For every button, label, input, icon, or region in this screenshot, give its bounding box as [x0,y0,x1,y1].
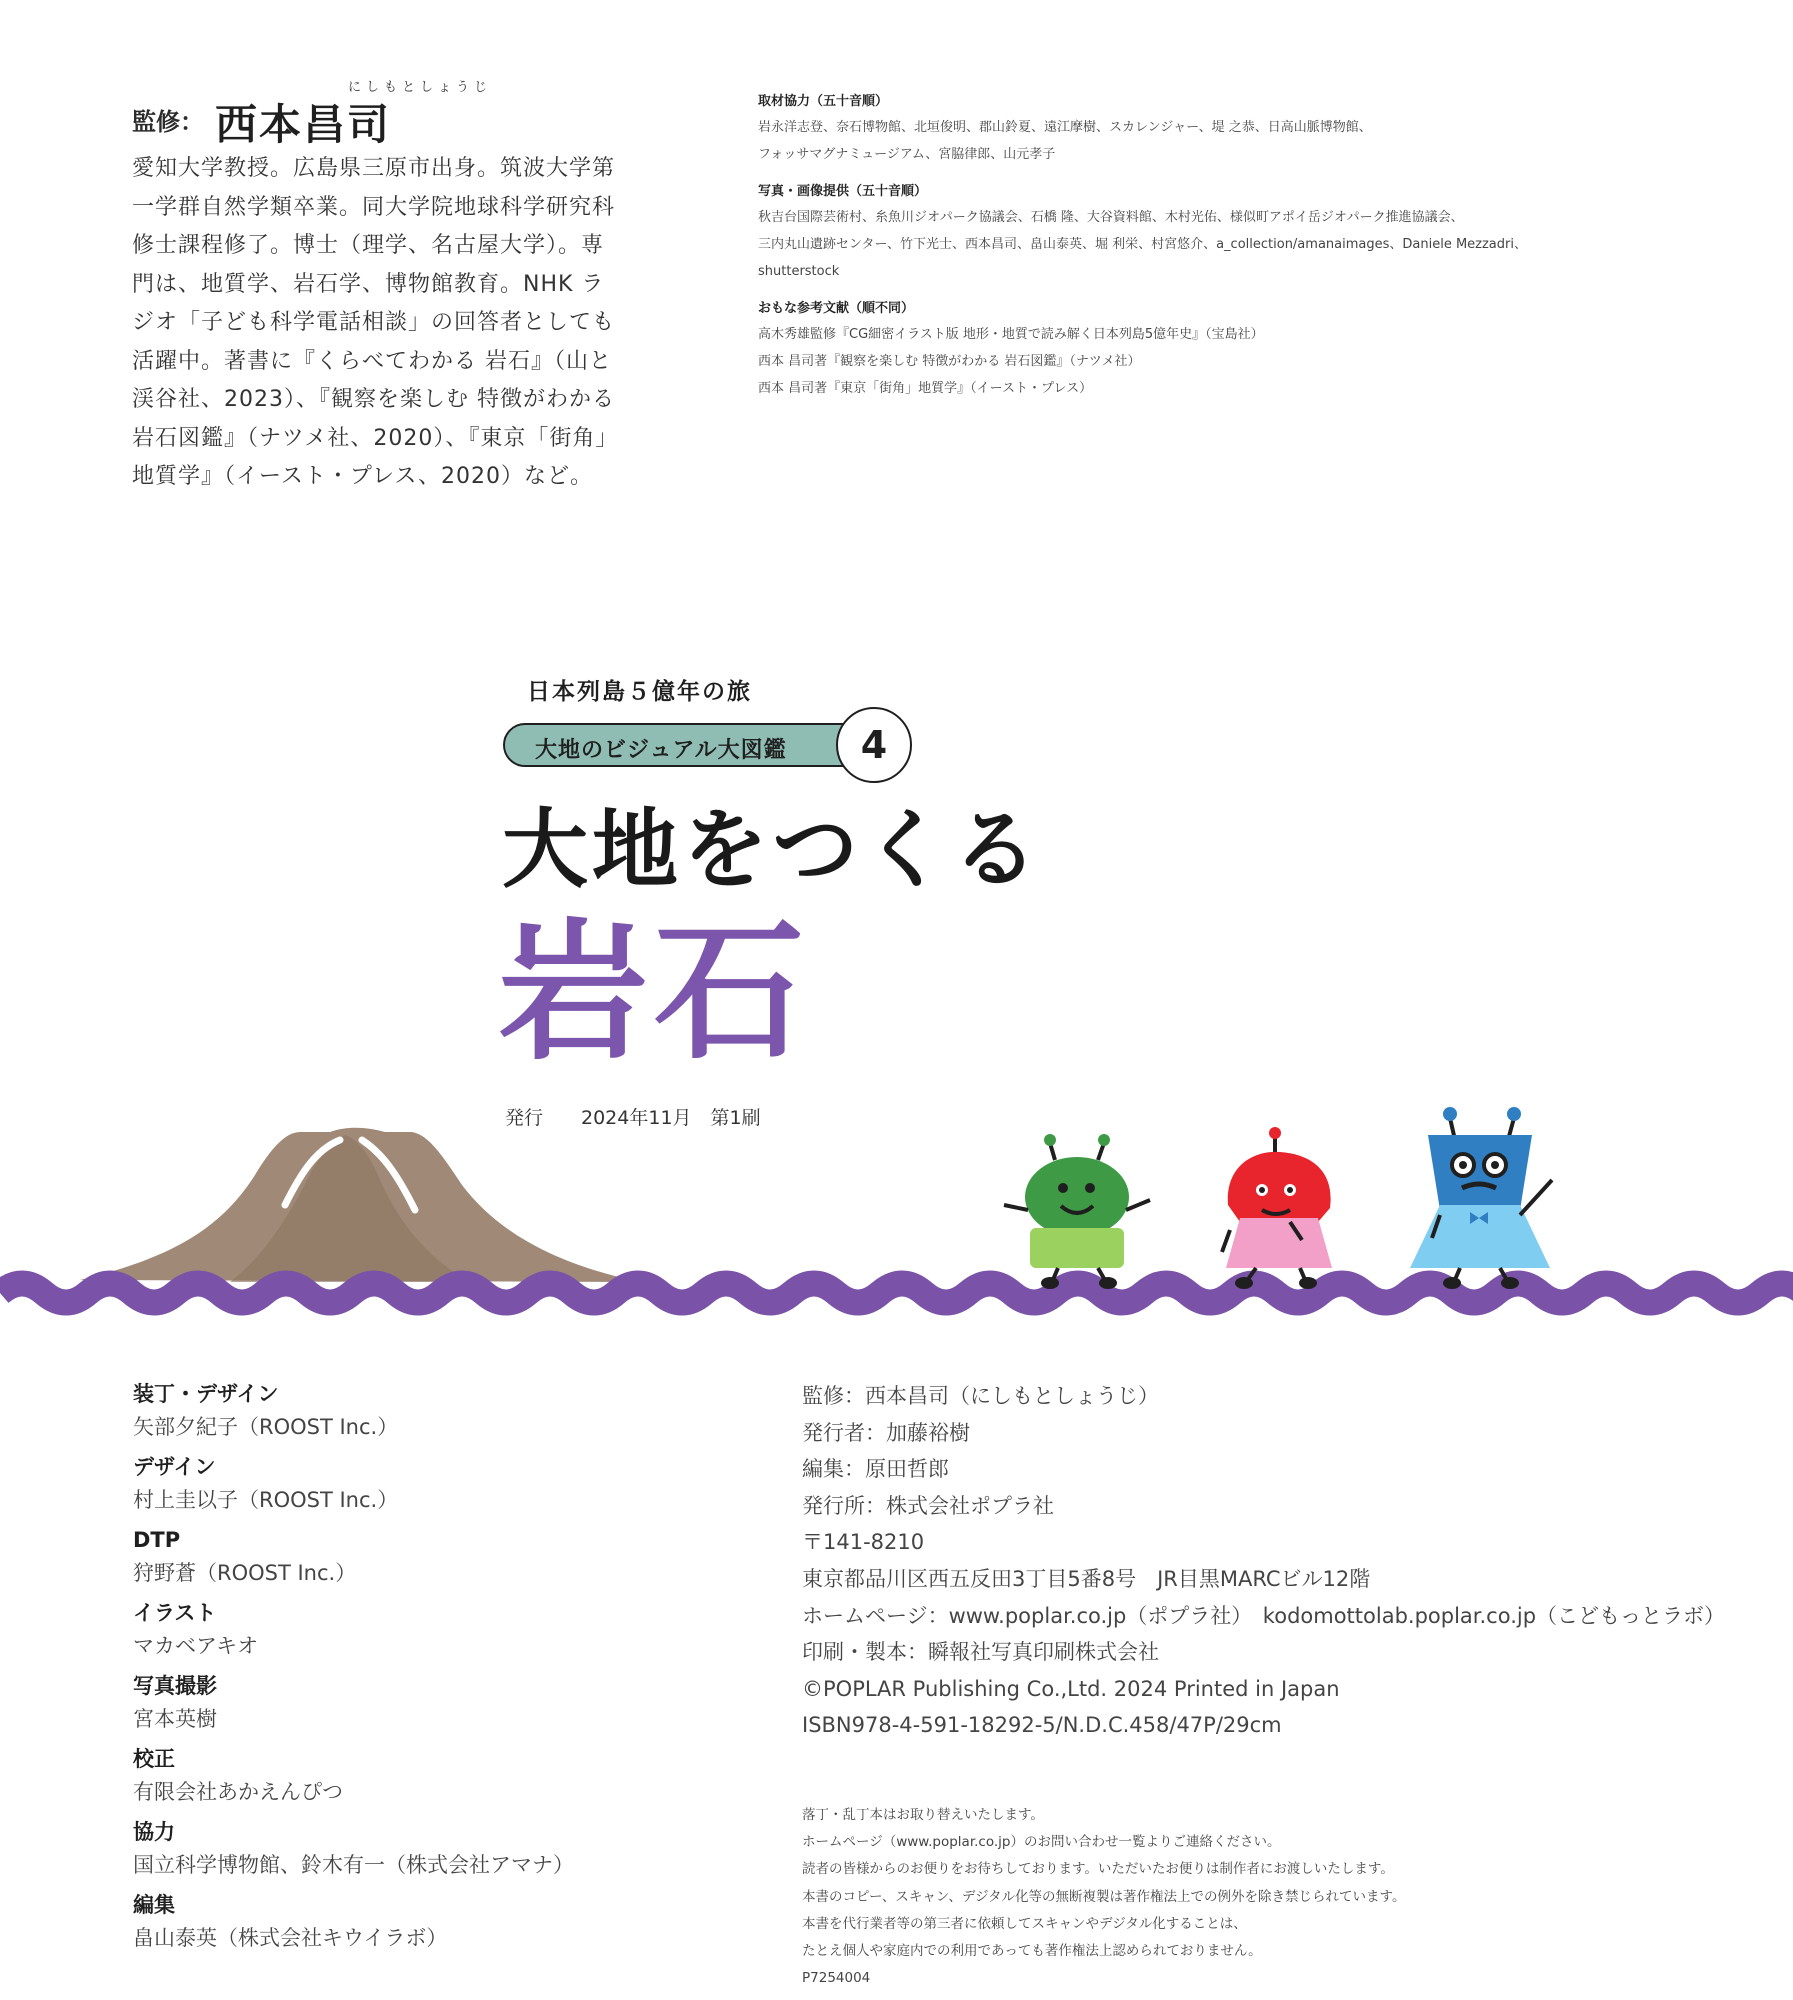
staff-name: 国立科学博物館、鈴木有一（株式会社アマナ） [133,1853,574,1877]
photo-credits [758,180,1718,285]
supervisor-name: 西本昌司 [215,100,392,149]
credit-line: 秋吉台国際芸術村、糸魚川ジオパーク協議会、石橋 隆、大谷資料館、木村光佑、様似町アポイ岳ジオパーク推進協議会、 [758,210,1464,225]
staff-role: 校正 [133,1747,175,1771]
staff-item [133,1597,653,1670]
book-title-sub: 岩石 [498,906,811,1080]
bio-line: 岩石図鑑』（ナツメ社、2020）、『東京「街角」 [132,425,619,451]
staff-name: 有限会社あかえんぴつ [133,1780,343,1804]
references-heading: おもな参考文献（順不同） [758,301,915,316]
reference-line: 高木秀雄監修『CG細密イラスト版 地形・地質で読み解く日本列島5億年史』（宝島社） [758,327,1264,342]
staff-name: 宮本英樹 [133,1707,217,1731]
blue-character-icon [1410,1107,1552,1289]
staff-role: イラスト [133,1601,217,1625]
pub-line: ISBN978-4-591-18292-5/N.D.C.458/47P/29cm [802,1713,1282,1738]
staff-credits [133,1378,653,1962]
publication-info [802,1378,1762,1744]
pub-line: 東京都品川区西五反田3丁目5番8号 JR目黒MARCビル12階 [802,1566,1371,1591]
supervisor-name-ruby: にしもとしょうじ [348,80,493,95]
product-code: P7254004 [802,1970,871,1987]
bio-line: 門は、地質学、岩石学、博物館教育。NHK ラ [132,271,605,297]
pub-line: 監修：西本昌司（にしもとしょうじ） [802,1384,1159,1408]
green-character-icon [1004,1134,1150,1289]
series-name: 日本列島５億年の旅 [527,679,752,705]
staff-item [133,1816,653,1889]
supervisor-bio [132,150,672,497]
mountain-illustration [80,1128,640,1282]
staff-name: マカベアキオ [133,1634,259,1658]
supervisor-block [132,72,672,497]
series-pill [503,723,865,767]
note-line: 本書のコピー、スキャン、デジタル化等の無断複製は著作権法上での例外を除き禁じられています。 [802,1888,1406,1905]
volume-badge [836,707,912,783]
pub-line: 印刷・製本：瞬報社写真印刷株式会社 [802,1640,1159,1665]
note-line: 読者の皆様からのお便りをお待ちしております。いただいたお便りは制作者にお渡しいたします。 [802,1861,1394,1878]
bio-line: 修士課程修了。博士（理学、名古屋大学）。専 [132,233,605,258]
staff-role: 装丁・デザイン [133,1382,279,1406]
pub-line: 〒141-8210 [802,1530,925,1555]
interview-credits-heading: 取材協力（五十音順） [758,94,889,109]
credit-line: 三内丸山遺跡センター、竹下光士、西本昌司、畠山泰英、堀 利栄、村宮悠介、a_collection/amanaimages、Daniele Mezzadri、 [758,237,1527,252]
landscape-illustration [0,1100,1793,1340]
staff-name: 畠山泰英（株式会社キウイラボ） [133,1926,448,1950]
staff-role: 写真撮影 [133,1674,217,1698]
staff-role: デザイン [133,1455,216,1479]
bio-line: 活躍中。著書に『くらべてわかる 岩石』（山と [132,348,612,374]
staff-item [133,1451,653,1524]
staff-item [133,1524,653,1597]
bio-line: 愛知大学教授。広島県三原市出身。筑波大学第 [132,156,616,181]
issue-date: 発行 2024年11月 第1刷 [505,1107,761,1129]
pub-line: 編集：原田哲郎 [802,1457,949,1482]
staff-name: 村上圭以子（ROOST Inc.） [133,1488,399,1512]
pub-line: 発行所：株式会社ポプラ社 [802,1493,1054,1518]
credit-line: フォッサマグナミュージアム、宮脇律郎、山元孝子 [758,147,1056,162]
credits-top [758,90,1718,414]
reference-line: 西本 昌司著『東京「街角」地質学』（イースト・プレス） [758,381,1093,396]
staff-name: 狩野蒼（ROOST Inc.） [133,1561,357,1585]
staff-item [133,1670,653,1743]
interview-credits [758,90,1718,168]
volume-number: 4 [860,723,888,767]
bio-line: 渓谷社、2023）、『観察を楽しむ 特徴がわかる [132,387,615,412]
book-title-main: 大地をつくる [502,800,1042,900]
credit-line: 岩永洋志登、奈石博物館、北垣俊明、郡山鈴夏、遠江摩樹、スカレンジャー、堤 之恭、日高山脈博物館、 [758,120,1372,135]
note-line: 本書を代行業者等の第三者に依頼してスキャンやデジタル化することは、 [802,1915,1247,1932]
bio-line: ジオ「子ども科学電話相談」の回答者としても [132,310,616,335]
note-line: 落丁・乱丁本はお取り替えいたします。 [802,1807,1044,1823]
pub-line: ホームページ：www.poplar.co.jp（ポプラ社） kodomottolab.poplar.co.jp（こどもっとラボ） [802,1603,1726,1628]
staff-role: 編集 [133,1893,175,1917]
references [758,297,1718,402]
bio-line: 地質学』（イースト・プレス、2020）など。 [132,464,594,489]
photo-credits-heading: 写真・画像提供（五十音順） [758,184,928,199]
legal-notes [802,1802,1762,1992]
note-line: たとえ個人や家庭内での利用であっても著作権法上認められておりません。 [802,1943,1262,1960]
red-character-icon [1222,1127,1332,1289]
staff-item [133,1889,653,1962]
bio-line: 一学群自然学類卒業。同大学院地球科学研究科 [132,194,616,220]
staff-item [133,1378,653,1451]
staff-name: 矢部夕紀子（ROOST Inc.） [133,1415,399,1439]
purple-wave [0,1284,1793,1303]
pub-line: ©POPLAR Publishing Co.,Ltd. 2024 Printed in Japan [802,1676,1340,1701]
note-line: ホームページ（www.poplar.co.jp）のお問い合わせ一覧よりご連絡ください。 [802,1834,1281,1851]
supervisor-label: 監修： [132,108,204,136]
supervisor-header [132,72,672,149]
pub-line: 発行者：加藤裕樹 [802,1420,970,1445]
credit-line: shutterstock [758,264,840,279]
reference-line: 西本 昌司著『観察を楽しむ 特徴がわかる 岩石図鑑』（ナツメ社） [758,354,1141,369]
series-pill-label: 大地のビジュアル大図鑑 [535,738,787,763]
staff-role: DTP [133,1528,181,1552]
staff-role: 協力 [133,1820,175,1844]
staff-item [133,1743,653,1816]
